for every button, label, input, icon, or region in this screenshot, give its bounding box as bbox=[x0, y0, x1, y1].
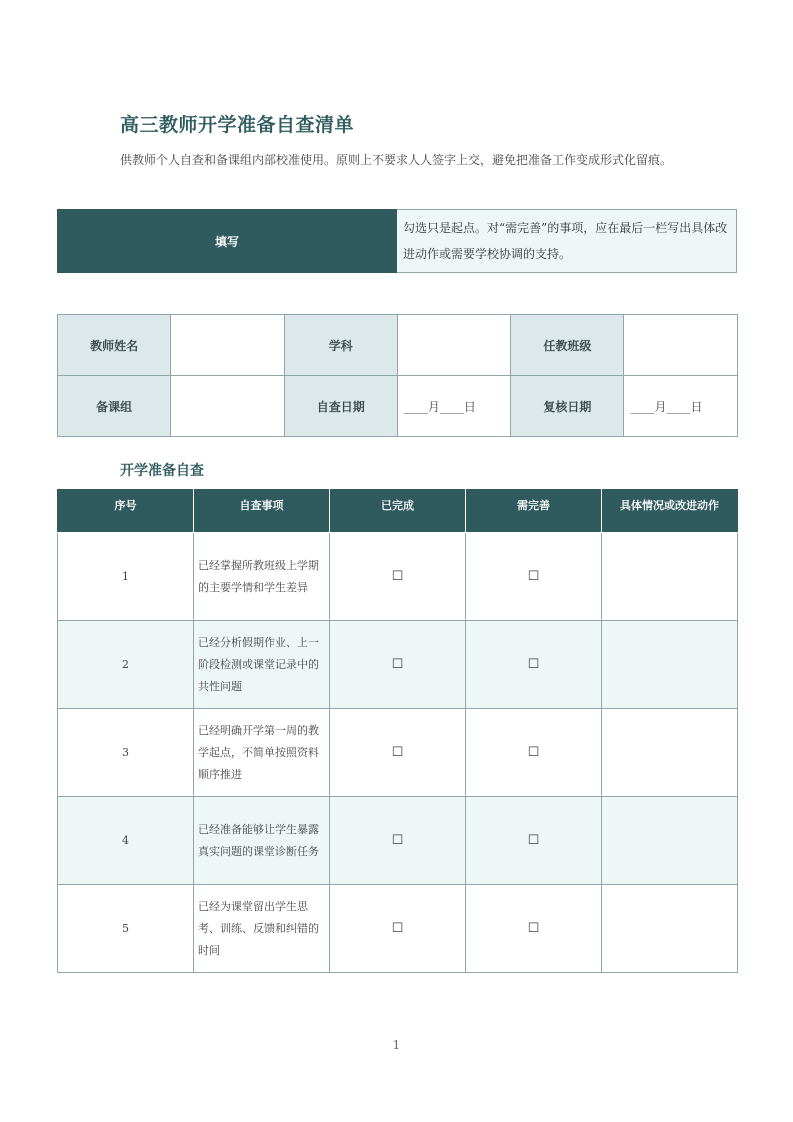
subject-label: 学科 bbox=[284, 315, 397, 376]
table-row bbox=[58, 533, 738, 621]
done-checkbox[interactable]: ☐ bbox=[330, 885, 466, 973]
group-label: 备课组 bbox=[58, 376, 171, 437]
row-item: 已经掌握所教班级上学期的主要学情和学生差异 bbox=[194, 533, 330, 621]
teacher-name-field[interactable] bbox=[171, 315, 284, 376]
header-number: 序号 bbox=[58, 490, 194, 533]
row-item: 已经明确开学第一周的教学起点，不简单按照资料顺序推进 bbox=[194, 709, 330, 797]
header-needs-work: 需完善 bbox=[466, 490, 602, 533]
needs-work-checkbox[interactable]: ☐ bbox=[466, 533, 602, 621]
page-number: 1 bbox=[392, 1038, 401, 1052]
table-row bbox=[58, 797, 738, 885]
section-title: 开学准备自查 bbox=[120, 463, 204, 479]
subject-field[interactable] bbox=[397, 315, 510, 376]
row-number: 5 bbox=[58, 885, 194, 973]
instruction-note bbox=[57, 209, 737, 273]
needs-work-checkbox[interactable]: ☐ bbox=[466, 797, 602, 885]
done-checkbox[interactable]: ☐ bbox=[330, 533, 466, 621]
done-checkbox[interactable]: ☐ bbox=[330, 621, 466, 709]
header-details: 具体情况或改进动作 bbox=[602, 490, 738, 533]
details-field[interactable] bbox=[602, 621, 738, 709]
row-number: 3 bbox=[58, 709, 194, 797]
teacher-info-table bbox=[57, 314, 738, 437]
details-field[interactable] bbox=[602, 797, 738, 885]
page-title: 高三教师开学准备自查清单 bbox=[120, 114, 355, 136]
row-number: 1 bbox=[58, 533, 194, 621]
group-field[interactable] bbox=[171, 376, 284, 437]
review-date-label: 复核日期 bbox=[511, 376, 624, 437]
checklist-header-row bbox=[58, 490, 738, 533]
row-item: 已经准备能够让学生暴露真实问题的课堂诊断任务 bbox=[194, 797, 330, 885]
page-subtitle: 供教师个人自查和备课组内部校准使用。原则上不要求人人签字上交，避免把准备工作变成形式化留痕。 bbox=[120, 153, 673, 167]
table-row bbox=[58, 621, 738, 709]
needs-work-checkbox[interactable]: ☐ bbox=[466, 709, 602, 797]
details-field[interactable] bbox=[602, 709, 738, 797]
needs-work-checkbox[interactable]: ☐ bbox=[466, 621, 602, 709]
done-checkbox[interactable]: ☐ bbox=[330, 709, 466, 797]
review-date-field[interactable]: ____月____日 bbox=[624, 376, 737, 437]
header-item: 自查事项 bbox=[194, 490, 330, 533]
row-number: 2 bbox=[58, 621, 194, 709]
class-field[interactable] bbox=[624, 315, 737, 376]
check-date-field[interactable]: ____月____日 bbox=[397, 376, 510, 437]
note-label: 填写 bbox=[58, 210, 397, 273]
done-checkbox[interactable]: ☐ bbox=[330, 797, 466, 885]
row-number: 4 bbox=[58, 797, 194, 885]
class-label: 任教班级 bbox=[511, 315, 624, 376]
check-date-label: 自查日期 bbox=[284, 376, 397, 437]
details-field[interactable] bbox=[602, 885, 738, 973]
details-field[interactable] bbox=[602, 533, 738, 621]
teacher-name-label: 教师姓名 bbox=[58, 315, 171, 376]
header-done: 已完成 bbox=[330, 490, 466, 533]
note-text: 勾选只是起点。对“需完善”的事项，应在最后一栏写出具体改进动作或需要学校协调的支持。 bbox=[397, 210, 737, 273]
table-row bbox=[58, 709, 738, 797]
table-row bbox=[58, 885, 738, 973]
row-item: 已经分析假期作业、上一阶段检测或课堂记录中的共性问题 bbox=[194, 621, 330, 709]
checklist-table bbox=[57, 489, 738, 973]
row-item: 已经为课堂留出学生思考、训练、反馈和纠错的时间 bbox=[194, 885, 330, 973]
needs-work-checkbox[interactable]: ☐ bbox=[466, 885, 602, 973]
